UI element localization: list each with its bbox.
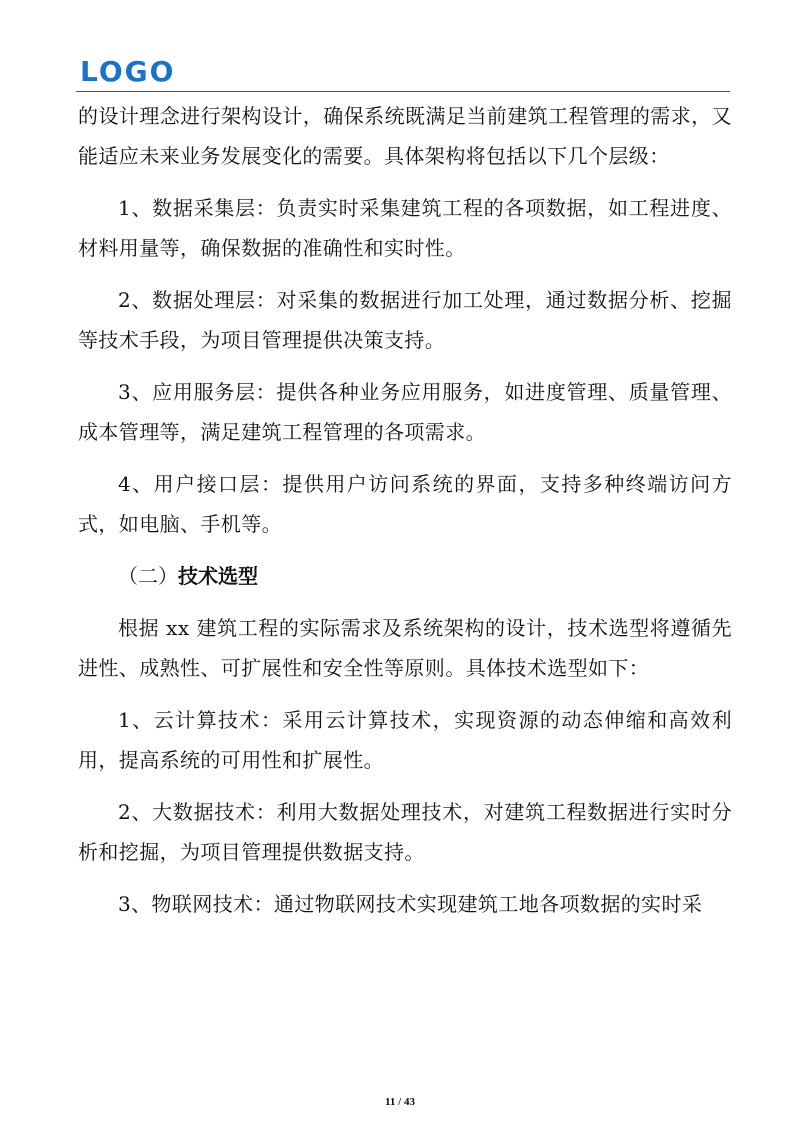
paragraph-application-service-layer: 3、应用服务层：提供各种业务应用服务，如进度管理、质量管理、成本管理等，满足建筑工程管理的各项需求。	[78, 380, 732, 444]
paragraph-tech-selection-intro: 根据 xx 建筑工程的实际需求及系统架构的设计，技术选型将遵循先进性、成熟性、可扩展性和安全性等原则。具体技术选型如下：	[78, 616, 732, 680]
paragraph-big-data: 2、大数据技术：利用大数据处理技术，对建筑工程数据进行实时分析和挖掘，为项目管理提供数据支持。	[78, 800, 732, 864]
logo: LOGO	[80, 55, 176, 88]
paragraph-data-processing-layer: 2、数据处理层：对采集的数据进行加工处理，通过数据分析、挖掘等技术手段，为项目管理提供决策支持。	[78, 288, 732, 352]
document-body	[78, 96, 732, 924]
paragraph-data-collection-layer: 1、数据采集层：负责实时采集建筑工程的各项数据，如工程进度、材料用量等，确保数据的准确性和实时性。	[78, 196, 732, 260]
section-title: 技术选型	[178, 564, 258, 588]
section-number: （二）	[118, 564, 178, 588]
paragraph-user-interface-layer: 4、用户接口层：提供用户访问系统的界面，支持多种终端访问方式，如电脑、手机等。	[78, 472, 732, 536]
section-heading	[78, 556, 732, 596]
paragraph-iot: 3、物联网技术：通过物联网技术实现建筑工地各项数据的实时采	[118, 892, 703, 916]
page-header	[76, 55, 730, 92]
paragraph-continuation: 的设计理念进行架构设计，确保系统既满足当前建筑工程管理的需求，又能适应未来业务发展变化的需要。具体架构将包括以下几个层级：	[78, 104, 732, 168]
paragraph-cloud-computing: 1、云计算技术：采用云计算技术，实现资源的动态伸缩和高效利用，提高系统的可用性和扩展性。	[78, 708, 732, 772]
page-number: 11 / 43	[385, 1096, 415, 1108]
